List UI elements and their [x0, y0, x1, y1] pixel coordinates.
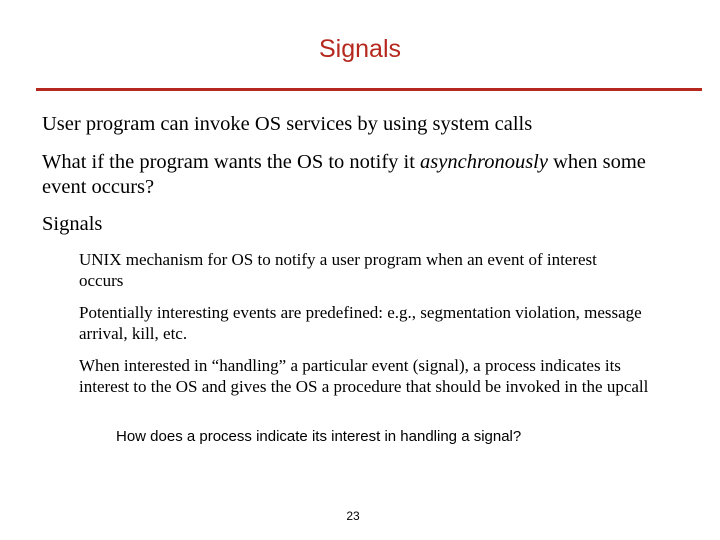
question-text: How does a process indicate its interest in handling a signal? — [116, 428, 522, 445]
bullet-system-calls: User program can invoke OS services by using system calls — [42, 113, 533, 135]
bullet-async-notify — [42, 150, 652, 200]
title-divider — [36, 88, 702, 91]
bullet-async-text-before: What if the program wants the OS to notify it — [42, 151, 421, 173]
page-number: 23 — [346, 509, 360, 523]
sub-bullet-unix-mechanism: UNIX mechanism for OS to notify a user program when an event of interest occurs — [79, 250, 597, 290]
sub-bullet-handling: When interested in “handling” a particular event (signal), a process indicates its interest to the OS and gives the OS a procedure that should be invoked in the upcall — [79, 356, 649, 396]
bullet-async-emphasis: asynchronously — [420, 151, 548, 173]
sub-bullet-predefined-events: Potentially interesting events are predefined: e.g., segmentation violation, message arrival, kill, etc. — [79, 303, 642, 343]
bullet-async-text-after: when some event occurs? — [42, 151, 646, 198]
bullet-signals: Signals — [42, 213, 103, 235]
slide-title: Signals — [319, 35, 401, 63]
